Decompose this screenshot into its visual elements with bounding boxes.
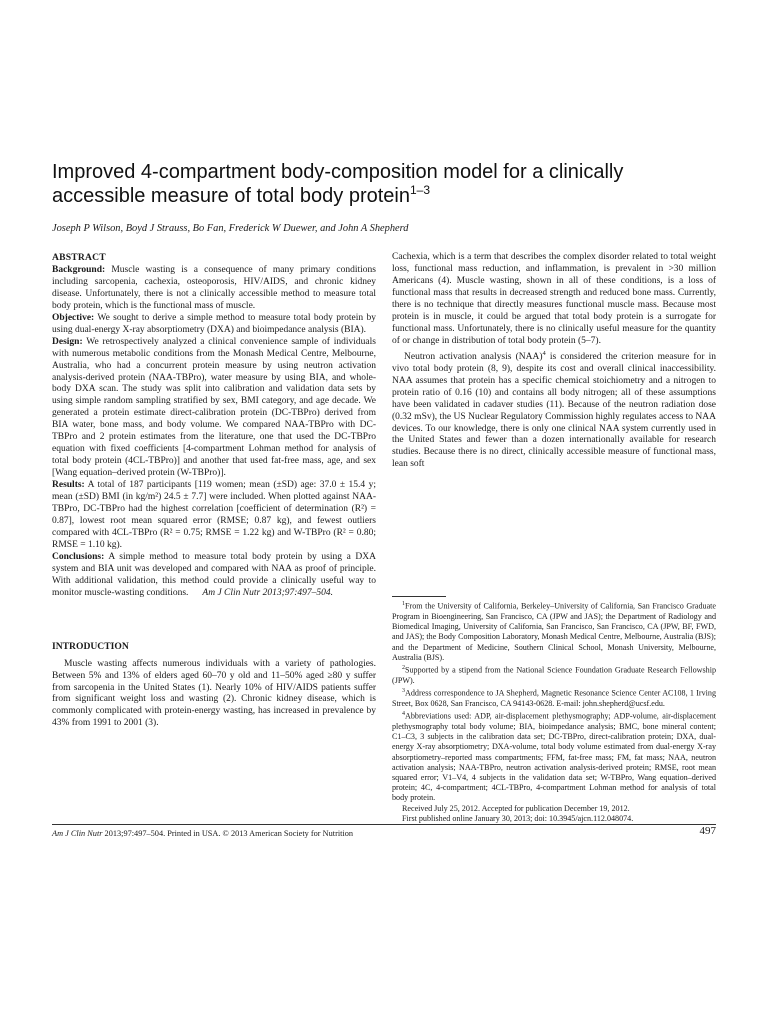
naa-paragraph-start: Neutron activation analysis (NAA) [404,351,543,362]
background-text: Muscle wasting is a consequence of many primary conditions including sarcopenia, cachexia, osteoporosis, HIV/AIDS, and chronic kidney disease. Unfortunately, there is not a clinically accessible method to measure total body protein, which is the functional mass of muscle. [52,264,376,311]
footnote-4-ref: 4 [542,349,546,357]
background-label: Background: [52,264,106,275]
results-text: A total of 187 participants [119 women; mean (±SD) age: 37.0 ± 15.4 y; mean (±SD) BMI (in kg/m²) 24.5 ± 7.7] were included. When plotted against NAA-TBPro, DC-TBPro had the highest correlation [coefficient of determination (R²) = 0.87], lowest root mean squared error (RMSE; 0.87 kg), and fewest outliers compared with 4CL-TBPro (R² = 0.75; RMSE = 1.22 kg) and W-TBPro (R² = 0.80; RMSE = 1.10 kg). [52,480,376,550]
results-label: Results: [52,480,85,491]
objective-text: We sought to derive a simple method to measure total body protein by using dual-energy X-ray absorptiometry (DXA) and bioimpedance analysis (BIA). [52,312,376,335]
article-title-text: Improved 4-compartment body-composition model for a clinically accessible measure of total body protein [52,161,624,207]
footnote-3-text: Address correspondence to JA Shepherd, Magnetic Resonance Science Center AC108, 1 Irving Street, Box 0628, San Francisco, CA 94143-0628. E-mail: john.shepherd@ucsf.edu. [392,688,716,708]
footnote-4-mark: 4 [402,711,405,718]
objective-label: Objective: [52,312,95,323]
abstract-conclusions [52,552,376,600]
footnote-3-mark: 3 [402,688,405,694]
footnote-2-text: Supported by a stipend from the National Science Foundation Graduate Research Fellowship (JPW). [392,665,716,685]
conclusions-label: Conclusions: [52,551,105,562]
abstract-heading: ABSTRACT [52,252,106,263]
article-title [52,160,722,208]
footer-divider [52,824,716,825]
left-column [52,252,376,730]
footnote-1 [392,599,716,663]
published-date: First published online January 30, 2013; doi: 10.3945/ajcn.112.048074. [402,813,634,823]
footnote-4 [392,709,716,804]
abstract-design [52,337,376,480]
footnote-4-text: Abbreviations used: ADP, air-displacement plethysmography; ADP-volume, air-displacement plethysmography total body volume; BIA, bioimpedance analysis; BMC, bone mineral content; C1–C3, 3 subjects in the calibration data set; DC-TBPro, direct-calibration protein; DXA, dual-energy X-ray absorptiometry; DXA-volume, total body volume estimated from dual-energy X-ray absorptiometry–reported mass compartments; FFM, fat-free mass; FM, fat mass; NAA, neutron activation analysis; NAA-TBPro, neutron activation analysis-derived protein; RMSE, root mean squared error; V1–V4, 4 subjects in the validation data set; W-TBPro, Wang equation–derived protein; 4C, 4-compartment; 4CL-TBPro, 4-compartment Lohman method for analysis of total body protein. [392,711,716,803]
footnote-2 [392,663,716,686]
title-footnote-mark: 1–3 [409,183,431,197]
footnote-3 [392,686,716,709]
cachexia-paragraph: Cachexia, which is a term that describes the complex disorder related to total weight loss, functional mass reduction, and inflammation, is prevalent in >30 million Americans (4). Muscle wasting, shown in all of these conditions, is a loss of functional mass that results in decreased strength and reduced bone mass. Currently, there is no technique that directly measures functional muscle mass. Because most protein is in muscle, it could be argued that total body protein is a surrogate for functional mass. Unfortunately, there is no clinically useful measure for the quantity of or change in distribution of total body protein (5–7). [392,252,716,346]
abstract-objective [52,313,376,337]
footnotes [392,599,716,824]
abstract-results [52,480,376,552]
footnote-2-mark: 2 [402,664,405,671]
naa-paragraph-rest: is considered the criterion measure for in vivo total body protein (8, 9), despite its cost and overall clinical inaccessibility. NAA assumes that protein has a specific chemical stoichiometry and a nitrogen to protein ratio of 0.16 (10) and contains all body nitrogen; all of these assumptions have been validated in cadaver studies (11). Because of the neutron radiation dose (0.32 mSv), the US Nuclear Regulatory Commission highly regulates access to NAA devices. To our knowledge, there is only one clinical NAA system currently used in the United States and fewer than a dozen internationally available for research studies. Because there is no direct, clinically accessible measure of functional mass, lean soft [392,351,716,470]
naa-paragraph [392,348,716,472]
introduction-heading: INTRODUCTION [52,640,129,652]
footnote-1-mark: 1 [402,601,405,607]
right-column [392,252,716,471]
footer-journal: Am J Clin Nutr [52,829,103,838]
abstract-citation: Am J Clin Nutr 2013;97:497–504. [202,587,334,598]
received-date: Received July 25, 2012. Accepted for publication December 19, 2012. [402,803,630,813]
footer-details: 2013;97:497–504. Printed in USA. © 2013 American Society for Nutrition [102,829,354,838]
abstract-background [52,265,376,313]
footer-citation [52,829,353,839]
footnote-divider [392,596,446,597]
page-number: 497 [699,825,716,837]
design-label: Design: [52,336,83,347]
footnote-1-text: From the University of California, Berkeley–University of California, San Francisco Graduate Program in Bioengineering, San Francisco, CA (JPW and JAS); the Department of Radiology and Biomedical Imaging, University of California, San Francisco, San Francisco, CA (JPW, BF, FWD, and JAS); the Body Composition Laboratory, Monash Medical Centre, Melbourne, Australia (BJS); and the Department of Medicine, Southern Clinical School, Monash University, Melbourne, Australia (BJS). [392,601,716,662]
design-text: We retrospectively analyzed a clinical convenience sample of individuals with numerous metabolic conditions from the Monash Medical Centre, Melbourne, Australia, who had a concurrent protein measure by using neutron activation analysis-derived protein (NAA-TBPro), water measure by using BIA, and whole-body DXA scan. The study was split into calibration and validation data sets by using simple random sampling stratified by sex, BMI category, and age decade. We generated a protein estimate direct-calibration protein (DC-TBPro) derived from BIA water, bone mass, and body volume. We compared NAA-TBPro with DC-TBPro and 2 protein estimates from the literature, one that used the DC-TBPro equation with fixed coefficients [4-compartment Lohman method for analysis of total body protein (4CL-TBPro)] and another that used fat-free mass, age, and sex [Wang equation–derived protein (W-TBPro)]. [52,336,376,479]
author-list: Joseph P Wilson, Boyd J Strauss, Bo Fan, Frederick W Duewer, and John A Shepherd [52,223,409,234]
conclusions-text: A simple method to measure total body protein by using a DXA system and BIA unit was developed and compared with NAA as proof of principle. With additional validation, this method could provide a clinically useful way to monitor muscle-wasting conditions. [52,551,376,598]
introduction-paragraph: Muscle wasting affects numerous individuals with a variety of pathologies. Between 5% and 13% of elders aged 60–70 y old and 11–50% aged ≥80 y suffer from sarcopenia in the United States (1). Nearly 10% of HIV/AIDS patients suffer from significant weight loss and wasting (2). Chronic kidney disease, which is commonly complicated with protein-energy wasting, has increased in prevalence by 43% from 1991 to 2001 (3). [52,658,376,729]
